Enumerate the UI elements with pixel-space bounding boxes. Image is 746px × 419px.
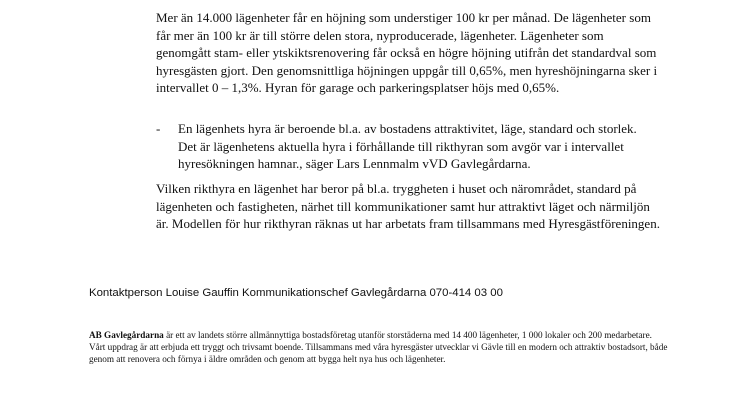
contact-person-line: Kontaktperson Louise Gauffin Kommunikationschef Gavlegårdarna 070-414 03 00 (89, 287, 503, 299)
company-description: är ett av landets större allmännyttiga bostadsföretag utanför storstäderna med 14 400 lägenheter, 1 000 lokaler och 200 medarbetare. Vårt uppdrag är att erbjuda ett tryggt och trivsamt boende. Tillsammans med våra hyresgäster utvecklar vi Gävle till en modern och attraktiv bostadsort, både genom att renovera och förnya i äldre områden och genom att bygga helt nya hus och lägenheter. (89, 330, 668, 364)
company-boilerplate (89, 330, 669, 365)
paragraph-target-rent: Vilken rikthyra en lägenhet har beror på bl.a. tryggheten i huset och närområdet, standard på lägenheten och fastigheten, närhet till kommunikationer samt hur attraktivt läget och närmiljön är. Modellen för hur rikthyran räknas ut har arbetats fram tillsammans med Hyresgästföreningen. (156, 181, 660, 232)
bullet-dash-marker: - (156, 121, 161, 136)
paragraph-rent-increase-details: Mer än 14.000 lägenheter får en höjning som understiger 100 kr per månad. De lägenheter som får mer än 100 kr är till större delen stora, nyproducerade, lägenheter. Lägenheter som genomgått stam- eller ytskiktsrenovering får också en högre höjning utifrån det standardval som hyresgästen gjort. Den genomsnittliga höjningen uppgår till 0,65%, men hyreshöjningarna sker i intervallet 0 – 1,3%. Hyran för garage och parkeringsplatser höjs med 0,65%. (156, 10, 658, 96)
company-name: AB Gavlegårdarna (89, 330, 164, 340)
bullet-text: En lägenhets hyra är beroende bl.a. av bostadens attraktivitet, läge, standard och storlek. Det är lägenhetens aktuella hyra i förhållande till rikthyran som avgör var i intervallet hyresökningen hamnar., säger Lars Lennmalm vVD Gavlegårdarna. (178, 121, 637, 172)
